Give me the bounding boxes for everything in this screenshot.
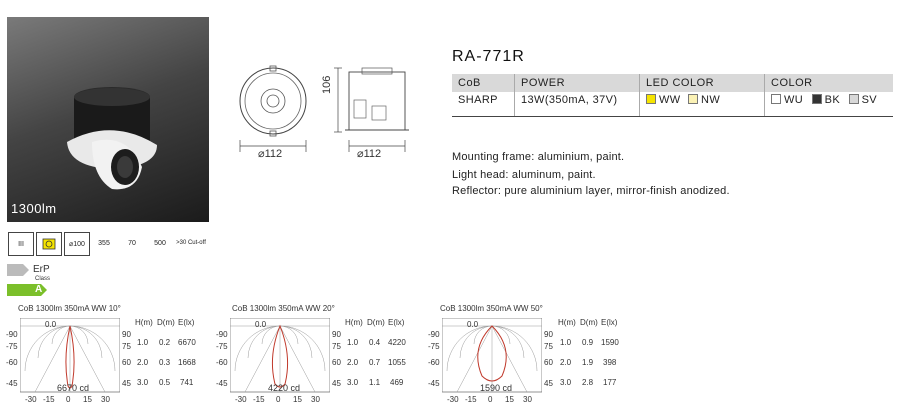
erp-label: ErP: [33, 264, 50, 275]
side-diameter-label: ⌀112: [357, 148, 382, 160]
polar-chart-2-row3-e: 469: [390, 378, 404, 387]
product-photo: [7, 17, 209, 222]
polar-chart-3-angle-right-4: 45: [544, 379, 553, 388]
polar-chart-2-row1-d: 0.4: [369, 338, 381, 347]
polar-chart-3-center: 0.0: [467, 320, 479, 329]
polar-chart-1-angle-right-3: 60: [122, 358, 131, 367]
led-icon: [36, 232, 62, 256]
sv-label: SV: [861, 94, 878, 106]
polar-chart-1-e-header: E(lx): [178, 318, 195, 327]
polar-chart-2-row2-d: 0.7: [369, 358, 381, 367]
polar-chart-1-row3-d: 0.5: [159, 378, 171, 387]
header-led-color: LED COLOR: [640, 74, 765, 92]
polar-chart-2-title: CoB 1300lm 350mA WW 20°: [232, 304, 335, 313]
polar-chart-1-angle-left-1: -90: [6, 330, 18, 339]
polar-chart-1-row2-e: 1668: [178, 358, 196, 367]
polar-chart-3-row2-h: 2.0: [560, 358, 572, 367]
ww-swatch: [646, 94, 656, 104]
polar-chart-3-row2-d: 1.9: [582, 358, 594, 367]
polar-chart-1-bottom-3: 0: [66, 395, 71, 404]
header-cob: CoB: [452, 74, 515, 92]
polar-chart-3-row3-e: 177: [603, 378, 617, 387]
ww-label: WW: [659, 94, 681, 106]
cell-cob: SHARP: [452, 92, 515, 117]
polar-chart-1-row1-d: 0.2: [159, 338, 171, 347]
polar-chart-1-row3-e: 741: [180, 378, 194, 387]
polar-chart-2-row1-h: 1.0: [347, 338, 359, 347]
bk-swatch: [812, 94, 822, 104]
polar-chart-3-e-header: E(lx): [601, 318, 618, 327]
polar-chart-2-bottom-5: 30: [311, 395, 320, 404]
polar-chart-3-bottom-3: 0: [488, 395, 493, 404]
mounting-text: Mounting frame: aluminium, paint.: [452, 151, 625, 163]
polar-chart-2-bottom-3: 0: [276, 395, 281, 404]
polar-chart-2-h-header: H(m): [345, 318, 363, 327]
polar-chart-2-row2-e: 1055: [388, 358, 406, 367]
polar-chart-2-angle-left-3: -60: [216, 358, 228, 367]
reflector-text: Reflector: pure aluminium layer, mirror-finish anodized.: [452, 185, 730, 197]
polar-chart-1-title: CoB 1300lm 350mA WW 10°: [18, 304, 121, 313]
polar-chart-1-row1-h: 1.0: [137, 338, 149, 347]
polar-chart-3-row1-d: 0.9: [582, 338, 594, 347]
polar-chart-3-row3-h: 3.0: [560, 378, 572, 387]
polar-chart-3-d-header: D(m): [580, 318, 598, 327]
polar-chart-1-angle-left-2: -75: [6, 342, 18, 351]
cutoff-icon: >30 Cut-off: [176, 240, 206, 246]
polar-chart-1-d-header: D(m): [157, 318, 175, 327]
cell-power: 13W(350mA, 37V): [515, 92, 640, 117]
class-iii-icon: III: [8, 232, 34, 256]
lumen-label: 1300lm: [11, 201, 57, 216]
cutout-icon: ⌀100: [64, 232, 90, 256]
bk-label: BK: [824, 94, 841, 106]
polar-chart-1-row2-d: 0.3: [159, 358, 171, 367]
polar-chart-1-bottom-4: 15: [83, 395, 92, 404]
polar-chart-2-row2-h: 2.0: [347, 358, 359, 367]
cell-color: [765, 92, 894, 117]
spec-header-row: [452, 74, 893, 92]
polar-chart-1-bottom-5: 30: [101, 395, 110, 404]
polar-chart-3-angle-left-3: -60: [428, 358, 440, 367]
polar-chart-1-angle-right-4: 45: [122, 379, 131, 388]
polar-chart-3-angle-left-4: -45: [428, 379, 440, 388]
polar-chart-1-row1-e: 6670: [178, 338, 196, 347]
polar-chart-3-bottom-2: -15: [465, 395, 477, 404]
polar-chart-2-angle-left-1: -90: [216, 330, 228, 339]
polar-chart-3-bottom-4: 15: [505, 395, 514, 404]
polar-chart-1-bottom-1: -30: [25, 395, 37, 404]
polar-chart-1-angle-right-2: 75: [122, 342, 131, 351]
polar-chart-3-peak: 1590 cd: [480, 383, 513, 393]
polar-chart-3-h-header: H(m): [558, 318, 576, 327]
polar-chart-3-row2-e: 398: [603, 358, 617, 367]
polar-chart-2-angle-right-1: 90: [332, 330, 341, 339]
front-view-drawing: [232, 60, 314, 160]
rotation-icon: 355: [98, 239, 110, 247]
polar-chart-2-d-header: D(m): [367, 318, 385, 327]
polar-chart-3-title: CoB 1300lm 350mA WW 50°: [440, 304, 543, 313]
downlight-illustration: [7, 17, 209, 222]
wu-swatch: [771, 94, 781, 104]
polar-chart-1-peak: 6670 cd: [57, 383, 90, 393]
polar-chart-2-e-header: E(lx): [388, 318, 405, 327]
driver-icon: 500: [154, 239, 166, 247]
polar-chart-2-angle-left-4: -45: [216, 379, 228, 388]
polar-chart-2-angle-right-3: 60: [332, 358, 341, 367]
polar-chart-3-row1-h: 1.0: [560, 338, 572, 347]
polar-chart-1-h-header: H(m): [135, 318, 153, 327]
erp-class-label: Class: [35, 276, 51, 282]
cell-led-color: [640, 92, 765, 117]
erp-badge: [7, 264, 67, 296]
polar-chart-2-row3-h: 3.0: [347, 378, 359, 387]
polar-chart-3-angle-left-2: -75: [428, 342, 440, 351]
nw-swatch: [688, 94, 698, 104]
polar-chart-1-bottom-2: -15: [43, 395, 55, 404]
spec-row: [452, 92, 893, 117]
polar-chart-2-bottom-4: 15: [293, 395, 302, 404]
spec-table: [452, 74, 893, 117]
polar-chart-1-row2-h: 2.0: [137, 358, 149, 367]
polar-chart-1-angle-right-1: 90: [122, 330, 131, 339]
front-diameter-label: ⌀112: [258, 148, 283, 160]
polar-chart-2-row1-e: 4220: [388, 338, 406, 347]
side-view-drawing: [332, 62, 412, 160]
polar-chart-3-angle-right-3: 60: [544, 358, 553, 367]
header-color: COLOR: [765, 74, 894, 92]
polar-chart-2-bottom-1: -30: [235, 395, 247, 404]
polar-chart-3-row1-e: 1590: [601, 338, 619, 347]
header-power: POWER: [515, 74, 640, 92]
product-title: RA-771R: [452, 48, 525, 65]
nw-label: NW: [701, 94, 721, 106]
polar-chart-3-angle-right-2: 75: [544, 342, 553, 351]
polar-chart-1-row3-h: 3.0: [137, 378, 149, 387]
polar-chart-2-angle-left-2: -75: [216, 342, 228, 351]
wu-label: WU: [784, 94, 804, 106]
polar-chart-2-peak: 4220 cd: [268, 383, 301, 393]
sv-swatch: [849, 94, 859, 104]
polar-chart-2-angle-right-2: 75: [332, 342, 341, 351]
polar-chart-3-angle-right-1: 90: [544, 330, 553, 339]
polar-chart-3-row3-d: 2.8: [582, 378, 594, 387]
polar-chart-1-angle-left-3: -60: [6, 358, 18, 367]
polar-chart-3-angle-left-1: -90: [428, 330, 440, 339]
polar-chart-1-angle-left-4: -45: [6, 379, 18, 388]
polar-chart-3-bottom-1: -30: [447, 395, 459, 404]
tilt-icon: 70: [128, 239, 136, 247]
polar-chart-2-row3-d: 1.1: [369, 378, 381, 387]
polar-chart-2-angle-right-4: 45: [332, 379, 341, 388]
polar-chart-2-center: 0.0: [255, 320, 267, 329]
polar-chart-3-bottom-5: 30: [523, 395, 532, 404]
erp-grade: A: [35, 284, 43, 295]
height-label: 106: [321, 75, 333, 94]
polar-chart-1-center: 0.0: [45, 320, 57, 329]
light-head-text: Light head: aluminum, paint.: [452, 169, 596, 181]
polar-chart-2-bottom-2: -15: [253, 395, 265, 404]
